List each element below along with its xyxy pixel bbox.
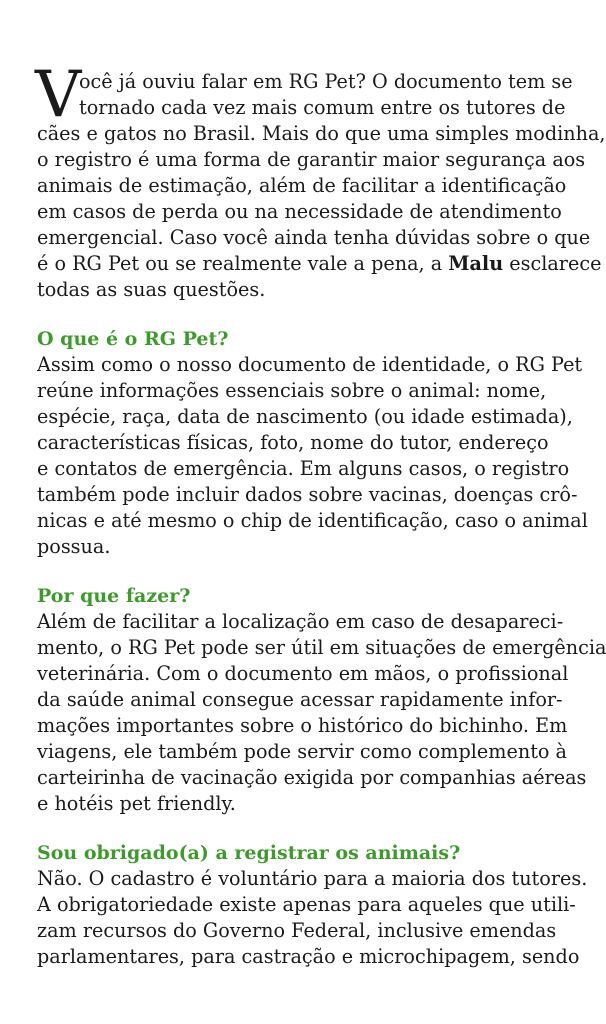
intro-line: em casos de perda ou na necessidade de atendimento (37, 200, 562, 223)
intro-line: tornado cada vez mais comum entre os tutores de (79, 96, 566, 119)
body-line: possua. (37, 535, 111, 558)
body-line: mações importantes sobre o histórico do bichinho. Em (37, 714, 568, 737)
body-line: veterinária. Com o documento em mãos, o profissional (37, 662, 569, 685)
body-line: zam recursos do Governo Federal, inclusive emendas (37, 919, 557, 942)
intro-line: animais de estimação, além de facilitar a identificação (37, 174, 567, 197)
body-line: Além de facilitar a localização em caso de desapareci- (37, 610, 564, 633)
body-line: da saúde animal consegue acessar rapidamente infor- (37, 688, 563, 711)
body-line: nicas e até mesmo o chip de identificação, caso o animal (37, 509, 588, 532)
body-line: características físicas, foto, nome do tutor, endereço (37, 431, 549, 454)
body-line: reúne informações essenciais sobre o animal: nome, (37, 379, 547, 402)
body-line: Não. O cadastro é voluntário para a maioria dos tutores. (37, 867, 588, 890)
drop-cap: V (35, 58, 82, 132)
body-line: também pode incluir dados sobre vacinas, doenças crô- (37, 483, 578, 506)
intro-line: todas as suas questões. (37, 278, 266, 301)
body-line: parlamentares, para castração e microchipagem, sendo (37, 945, 580, 968)
intro-line (37, 251, 602, 277)
body-line: e hotéis pet friendly. (37, 792, 236, 815)
author-name: Malu (448, 252, 504, 275)
body-line: mento, o RG Pet pode ser útil em situações de emergência (37, 636, 606, 659)
intro-text: esclarece (503, 252, 602, 275)
intro-line: o registro é uma forma de garantir maior segurança aos (37, 148, 586, 171)
body-line: e contatos de emergência. Em alguns casos, o registro (37, 457, 570, 480)
body-line: viagens, ele também pode servir como complemento à (37, 740, 567, 763)
body-line: espécie, raça, data de nascimento (ou idade estimada), (37, 405, 573, 428)
section-heading: Sou obrigado(a) a registrar os animais? (37, 842, 461, 864)
intro-text: é o RG Pet ou se realmente vale a pena, a (37, 252, 449, 275)
body-line: A obrigatoriedade existe apenas para aqueles que utili- (37, 893, 576, 916)
intro-line: ocê já ouviu falar em RG Pet? O documento tem se (79, 70, 573, 93)
section-heading: Por que fazer? (37, 585, 191, 607)
intro-line: emergencial. Caso você ainda tenha dúvidas sobre o que (37, 226, 591, 249)
body-line: Assim como o nosso documento de identidade, o RG Pet (37, 353, 583, 376)
section-heading: O que é o RG Pet? (37, 328, 229, 350)
body-line: carteirinha de vacinação exigida por companhias aéreas (37, 766, 587, 789)
intro-line: cães e gatos no Brasil. Mais do que uma simples modinha, (37, 122, 606, 145)
